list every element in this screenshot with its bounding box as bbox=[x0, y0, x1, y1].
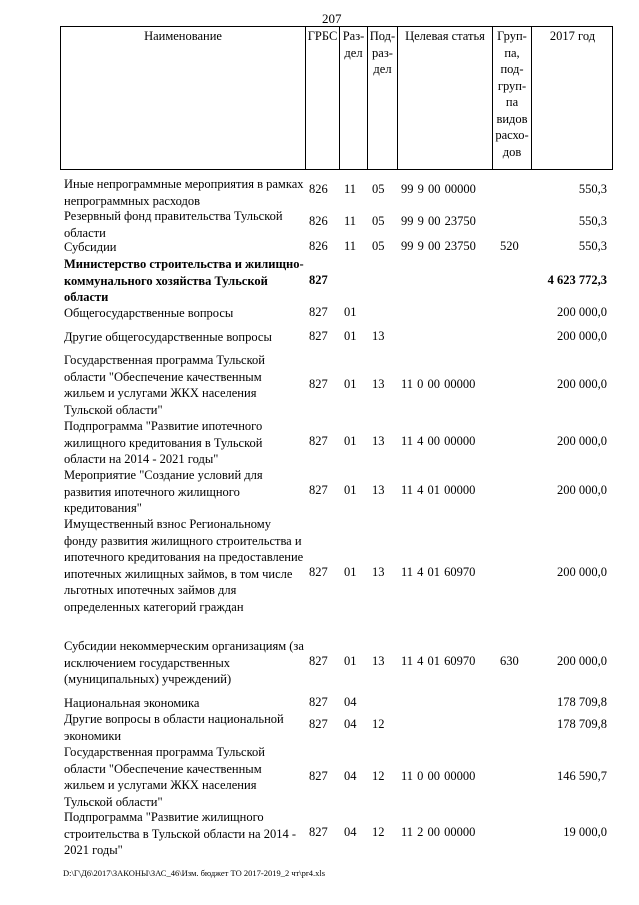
row-grbs: 827 bbox=[309, 377, 328, 391]
row-amount: 550,3 bbox=[578, 214, 607, 228]
row-name: Резервный фонд правительства Тульской области bbox=[64, 209, 283, 240]
row-name: Министерство строительства и жилищно-коммунального хозяйства Тульской области bbox=[64, 257, 304, 305]
row-grbs: 827 bbox=[309, 654, 328, 668]
row-razdel: 01 bbox=[344, 654, 357, 668]
row-name: Государственная программа Тульской области "Обеспечение качественным жильем и услугами ЖКХ населения Тульской области" bbox=[64, 745, 265, 809]
row-amount: 178 709,8 bbox=[557, 695, 607, 709]
row-name: Подпрограмма "Развитие ипотечного жилищного кредитования в Тульской области на 2014 - 2021 годы" bbox=[64, 419, 263, 467]
row-amount: 146 590,7 bbox=[557, 769, 607, 783]
row-amount: 200 000,0 bbox=[557, 305, 607, 319]
row-razdel: 04 bbox=[344, 825, 357, 839]
row-grbs: 827 bbox=[309, 565, 328, 579]
row-podrazdel: 05 bbox=[372, 182, 385, 196]
row-name: Мероприятие "Создание условий для развития ипотечного жилищного кредитования" bbox=[64, 468, 263, 516]
row-target-article: 11 4 01 60970 bbox=[401, 565, 476, 579]
row-podrazdel: 13 bbox=[372, 377, 385, 391]
row-name: Общегосударственные вопросы bbox=[64, 306, 234, 320]
row-expense-group: 520 bbox=[500, 239, 519, 253]
row-grbs: 826 bbox=[309, 214, 328, 228]
row-razdel: 11 bbox=[344, 182, 357, 196]
row-target-article: 11 4 01 60970 bbox=[401, 654, 476, 668]
row-grbs: 827 bbox=[309, 305, 328, 319]
row-razdel: 01 bbox=[344, 434, 357, 448]
row-razdel: 01 bbox=[344, 483, 357, 497]
row-razdel: 11 bbox=[344, 214, 357, 228]
row-target-article: 11 0 00 00000 bbox=[401, 769, 476, 783]
row-razdel: 01 bbox=[344, 377, 357, 391]
row-grbs: 827 bbox=[309, 769, 328, 783]
row-grbs: 827 bbox=[309, 825, 328, 839]
row-grbs: 827 bbox=[309, 273, 328, 287]
row-razdel: 01 bbox=[344, 565, 357, 579]
row-amount: 550,3 bbox=[578, 182, 607, 196]
header-year: 2017 год bbox=[531, 27, 613, 169]
row-target-article: 11 4 00 00000 bbox=[401, 434, 476, 448]
row-grbs: 827 bbox=[309, 695, 328, 709]
row-target-article: 11 2 00 00000 bbox=[401, 825, 476, 839]
row-razdel: 11 bbox=[344, 239, 357, 253]
row-podrazdel: 13 bbox=[372, 483, 385, 497]
row-podrazdel: 13 bbox=[372, 654, 385, 668]
row-podrazdel: 13 bbox=[372, 329, 385, 343]
header-grbs: ГРБС bbox=[305, 27, 339, 169]
row-name: Подпрограмма "Развитие жилищного строительства в Тульской области на 2014 - 2021 годы" bbox=[64, 810, 297, 858]
row-amount: 200 000,0 bbox=[557, 483, 607, 497]
row-razdel: 04 bbox=[344, 695, 357, 709]
row-target-article: 99 9 00 23750 bbox=[401, 239, 476, 253]
row-amount: 4 623 772,3 bbox=[547, 273, 607, 287]
row-amount: 550,3 bbox=[578, 239, 607, 253]
header-target-article: Целевая статья bbox=[397, 27, 492, 169]
row-target-article: 99 9 00 00000 bbox=[401, 182, 476, 196]
row-podrazdel: 05 bbox=[372, 214, 385, 228]
row-grbs: 827 bbox=[309, 483, 328, 497]
row-podrazdel: 13 bbox=[372, 434, 385, 448]
file-path-footer: D:\Г\Д6\2017\ЗАКОНЫ\ЗАС_46\Изм. бюджет ТО 2017-2019_2 чт\pr4.xls bbox=[63, 868, 326, 878]
row-grbs: 826 bbox=[309, 239, 328, 253]
row-razdel: 04 bbox=[344, 769, 357, 783]
header-razdel: Раз- дел bbox=[339, 27, 367, 169]
row-razdel: 01 bbox=[344, 305, 357, 319]
row-podrazdel: 12 bbox=[372, 825, 385, 839]
row-name: Имущественный взнос Региональному фонду развития жилищного строительства и ипотечного кредитования на предоставление ипотечных жилищных займов, в том числе льготных ипотечных займов для определенных категорий граждан bbox=[64, 517, 304, 614]
row-name: Субсидии bbox=[64, 240, 117, 254]
row-expense-group: 630 bbox=[500, 654, 519, 668]
row-name: Национальная экономика bbox=[64, 696, 200, 710]
row-podrazdel: 05 bbox=[372, 239, 385, 253]
header-expense-group: Груп- па, под- груп- па видов расхо- дов bbox=[492, 27, 531, 169]
row-podrazdel: 12 bbox=[372, 769, 385, 783]
row-amount: 178 709,8 bbox=[557, 717, 607, 731]
row-podrazdel: 13 bbox=[372, 565, 385, 579]
row-amount: 19 000,0 bbox=[563, 825, 607, 839]
row-grbs: 827 bbox=[309, 329, 328, 343]
row-amount: 200 000,0 bbox=[557, 329, 607, 343]
row-amount: 200 000,0 bbox=[557, 377, 607, 391]
header-podrazdel: Под- раз- дел bbox=[367, 27, 397, 169]
row-grbs: 827 bbox=[309, 434, 328, 448]
row-razdel: 01 bbox=[344, 329, 357, 343]
row-amount: 200 000,0 bbox=[557, 565, 607, 579]
row-target-article: 11 4 01 00000 bbox=[401, 483, 476, 497]
header-name: Наименование bbox=[144, 29, 222, 43]
row-name: Иные непрограммные мероприятия в рамках непрограммных расходов bbox=[64, 177, 304, 208]
row-grbs: 826 bbox=[309, 182, 328, 196]
page-number: 207 bbox=[322, 11, 342, 26]
row-target-article: 11 0 00 00000 bbox=[401, 377, 476, 391]
row-razdel: 04 bbox=[344, 717, 357, 731]
row-amount: 200 000,0 bbox=[557, 654, 607, 668]
row-name: Субсидии некоммерческим организациям (за исключением государственных (муниципальных) учреждений) bbox=[64, 639, 304, 687]
row-name: Другие вопросы в области национальной экономики bbox=[64, 712, 284, 743]
row-amount: 200 000,0 bbox=[557, 434, 607, 448]
row-target-article: 99 9 00 23750 bbox=[401, 214, 476, 228]
row-name: Государственная программа Тульской области "Обеспечение качественным жильем и услугами ЖКХ населения Тульской области" bbox=[64, 353, 265, 417]
row-grbs: 827 bbox=[309, 717, 328, 731]
row-name: Другие общегосударственные вопросы bbox=[64, 330, 272, 344]
row-podrazdel: 12 bbox=[372, 717, 385, 731]
